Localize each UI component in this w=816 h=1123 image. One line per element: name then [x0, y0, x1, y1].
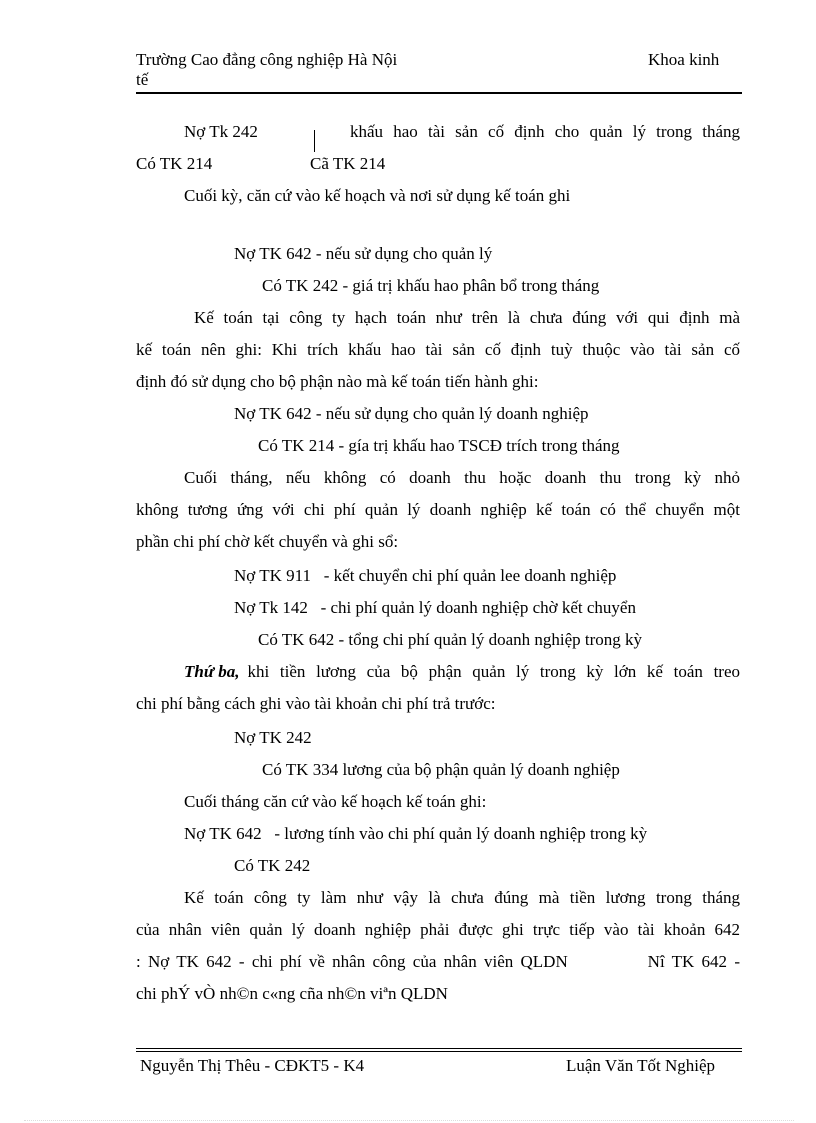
- emphasis-thu-ba: Thứ ba,: [184, 662, 240, 681]
- line-27: chi phÝ vÒ nh©n c«ng cña nh©n viªn QLDN: [136, 984, 448, 1003]
- line-8: định đó sử dụng cho bộ phận nào mà kế toán tiến hành ghi:: [136, 372, 539, 391]
- line-17-rest: khi tiền lương của bộ phận quản lý trong kỳ lớn kế toán treo: [247, 662, 740, 681]
- header-school: Trường Cao đẳng công nghiệp Hà Nội: [136, 50, 398, 69]
- line-11: Cuối tháng, nếu không có doanh thu hoặc doanh thu trong kỳ nhỏ: [184, 468, 740, 487]
- line-17: [184, 662, 740, 682]
- line-4: Nợ TK 642 - nếu sử dụng cho quản lý: [234, 244, 493, 263]
- line-13: phần chi phí chờ kết chuyển và ghi sổ:: [136, 532, 399, 551]
- header-faculty: Khoa kinh: [648, 50, 720, 69]
- line-5: Có TK 242 - giá trị khấu hao phân bổ trong tháng: [262, 276, 600, 295]
- line-23: Có TK 242: [234, 856, 311, 875]
- line-25: của nhân viên quản lý doanh nghiệp phải được ghi trực tiếp vào tài khoản 642: [136, 920, 740, 939]
- line-1b: khấu hao tài sản cố định cho quản lý trong tháng: [350, 122, 740, 141]
- line-9: Nợ TK 642 - nếu sử dụng cho quản lý doanh nghiệp: [234, 404, 589, 423]
- line-2b: Cã TK 214: [310, 154, 386, 173]
- line-21: Cuối tháng căn cứ vào kế hoạch kế toán ghi:: [184, 792, 487, 811]
- page-edge-dots: [24, 1120, 794, 1121]
- line-12: không tương ứng với chi phí quản lý doanh nghiệp kế toán có thể chuyển một: [136, 500, 740, 519]
- line-1a: Nợ Tk 242: [184, 122, 258, 141]
- line-22: Nợ TK 642 - lương tính vào chi phí quản lý doanh nghiệp trong kỳ: [184, 824, 648, 843]
- line-6: Kế toán tại công ty hạch toán như trên là chưa đúng với qui định mà: [194, 308, 740, 327]
- footer-thesis: Luận Văn Tốt Nghiệp: [566, 1056, 716, 1075]
- line-14: Nợ TK 911 - kết chuyển chi phí quản lee doanh nghiệp: [234, 566, 617, 585]
- line-10: Có TK 214 - gía trị khấu hao TSCĐ trích trong tháng: [258, 436, 620, 455]
- footer-rule-bottom: [136, 1051, 742, 1052]
- line-2a: Có TK 214: [136, 154, 213, 173]
- footer-author: Nguyễn Thị Thêu - CĐKT5 - K4: [140, 1056, 365, 1075]
- header-rule: [136, 92, 742, 94]
- text-cursor: [314, 130, 315, 152]
- line-26: : Nợ TK 642 - chi phí về nhân công của nhân viên QLDN Nî TK 642 -: [136, 952, 740, 971]
- line-20: Có TK 334 lương của bộ phận quản lý doanh nghiệp: [262, 760, 620, 779]
- line-24: Kế toán công ty làm như vậy là chưa đúng mà tiền lương trong tháng: [184, 888, 740, 907]
- line-19: Nợ TK 242: [234, 728, 312, 747]
- footer-rule-top: [136, 1048, 742, 1049]
- line-16: Có TK 642 - tổng chi phí quản lý doanh nghiệp trong kỳ: [258, 630, 643, 649]
- line-3: Cuối kỳ, căn cứ vào kế hoạch và nơi sử dụng kế toán ghi: [184, 186, 571, 205]
- line-15: Nợ Tk 142 - chi phí quản lý doanh nghiệp chờ kết chuyển: [234, 598, 636, 617]
- line-18: chi phí bằng cách ghi vào tài khoản chi phí trả trước:: [136, 694, 496, 713]
- line-7: kế toán nên ghi: Khi trích khấu hao tài sản cố định tuỳ thuộc vào tài sản cố: [136, 340, 740, 359]
- header-school-wrap: tế: [136, 70, 149, 89]
